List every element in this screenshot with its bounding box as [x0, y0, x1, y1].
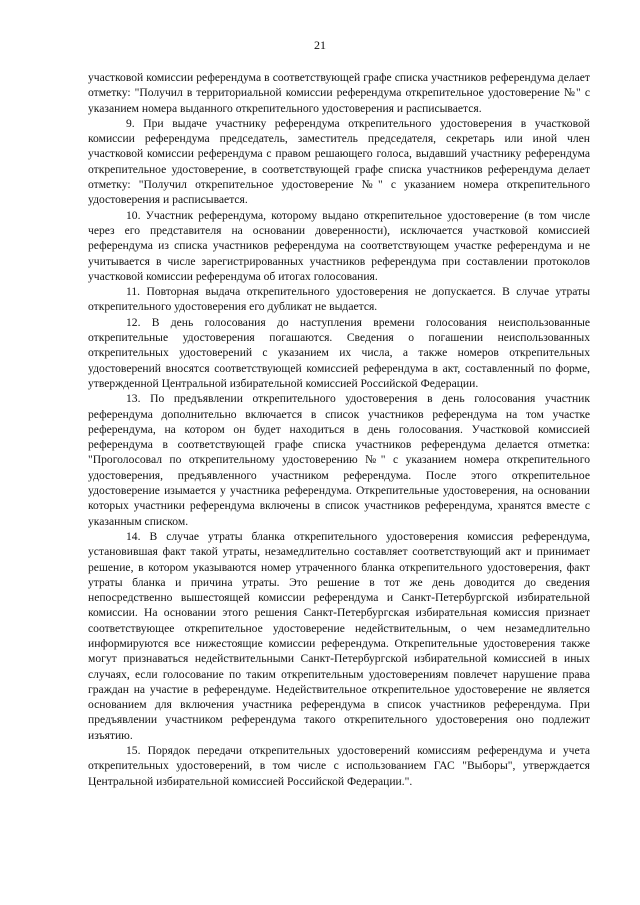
document-body [88, 70, 590, 789]
paragraph-15: 15. Порядок передачи открепительных удостоверений комиссиям референдума и учета открепительных удостоверений, в том числе с использованием ГАС "Выборы", утверждается Центральной избирательной комиссией Российской Федерации.". [88, 744, 590, 788]
paragraph-9: 9. При выдаче участнику референдума открепительного удостоверения в участковой комиссии референдума председатель, заместитель председателя, секретарь или иной член участковой комиссии референдума с правом решающего голоса, выдавший участнику референдума открепительное удостоверение, в соответствующей графе списка участников референдума делает отметку: "Получил открепительное удостоверение №" с указанием номера открепительного удостоверения и расписывается. [88, 116, 590, 207]
paragraph-10: 10. Участник референдума, которому выдано открепительное удостоверение (в том числе через его представителя на основании доверенности), исключается участковой комиссией референдума из списка участников референдума на соответствующем участке референдума и не учитывается в числе зарегистрированных участников референдума при составлении протоколов участковой комиссии референдума об итогах голосования. [88, 208, 590, 283]
paragraph-continuation: участковой комиссии референдума в соответствующей графе списка участников референдума делает отметку: "Получил в территориальной комиссии референдума открепительное удостоверение №" с указанием номера выданного открепительного удостоверения и расписывается. [88, 71, 590, 115]
paragraph-11: 11. Повторная выдача открепительного удостоверения не допускается. В случае утраты открепительного удостоверения его дубликат не выдается. [88, 285, 590, 314]
paragraph-13: 13. По предъявлении открепительного удостоверения в день голосования участник референдума дополнительно включается в список участников референдума на том участке референдума, на котором он будет находиться в день голосования. Участковой комиссией референдума в соответствующей графе списка участников референдума делается отметка: "Проголосовал по открепительному удостоверению №" с указанием номера открепительного удостоверения, предъявленного участником референдума. После этого открепительное удостоверение изымается у участника референдума. Открепительные удостоверения, на основании которых участники референдума включены в список участников референдума, хранятся вместе с указанным списком. [88, 392, 590, 528]
page-number: 21 [314, 38, 326, 52]
paragraph-14: 14. В случае утраты бланка открепительного удостоверения комиссия референдума, установившая факт такой утраты, незамедлительно составляет соответствующий акт и принимает решение, в котором указываются номер утраченного бланка открепительного удостоверения, факт утраты бланка и причина утраты. Это решение в тот же день доводится до сведения непосредственно вышестоящей комиссии референдума и Санкт-Петербургской избирательной комиссии. На основании этого решения Санкт-Петербургская избирательная комиссия признает соответствующее открепительное удостоверение недействительным, о чем незамедлительно информируются все нижестоящие комиссии референдума. Открепительные удостоверения также могут признаваться недействительными Санкт-Петербургской избирательной комиссией в иных случаях, если голосование по таким открепительным удостоверениям повлечет нарушение права граждан на участие в референдуме. Недействительное открепительное удостоверение не является основанием для включения участника референдума в список участников референдума. При предъявлении участником референдума такого открепительного удостоверения оно подлежит изъятию. [88, 529, 590, 742]
paragraph-12: 12. В день голосования до наступления времени голосования неиспользованные открепительные удостоверения погашаются. Сведения о погашении неиспользованных открепительных удостоверений с указанием их числа, а также номеров открепительных удостоверений вносятся соответствующей комиссией референдума в акт, составленный по форме, утвержденной Центральной избирательной комиссией Российской Федерации. [88, 315, 590, 390]
